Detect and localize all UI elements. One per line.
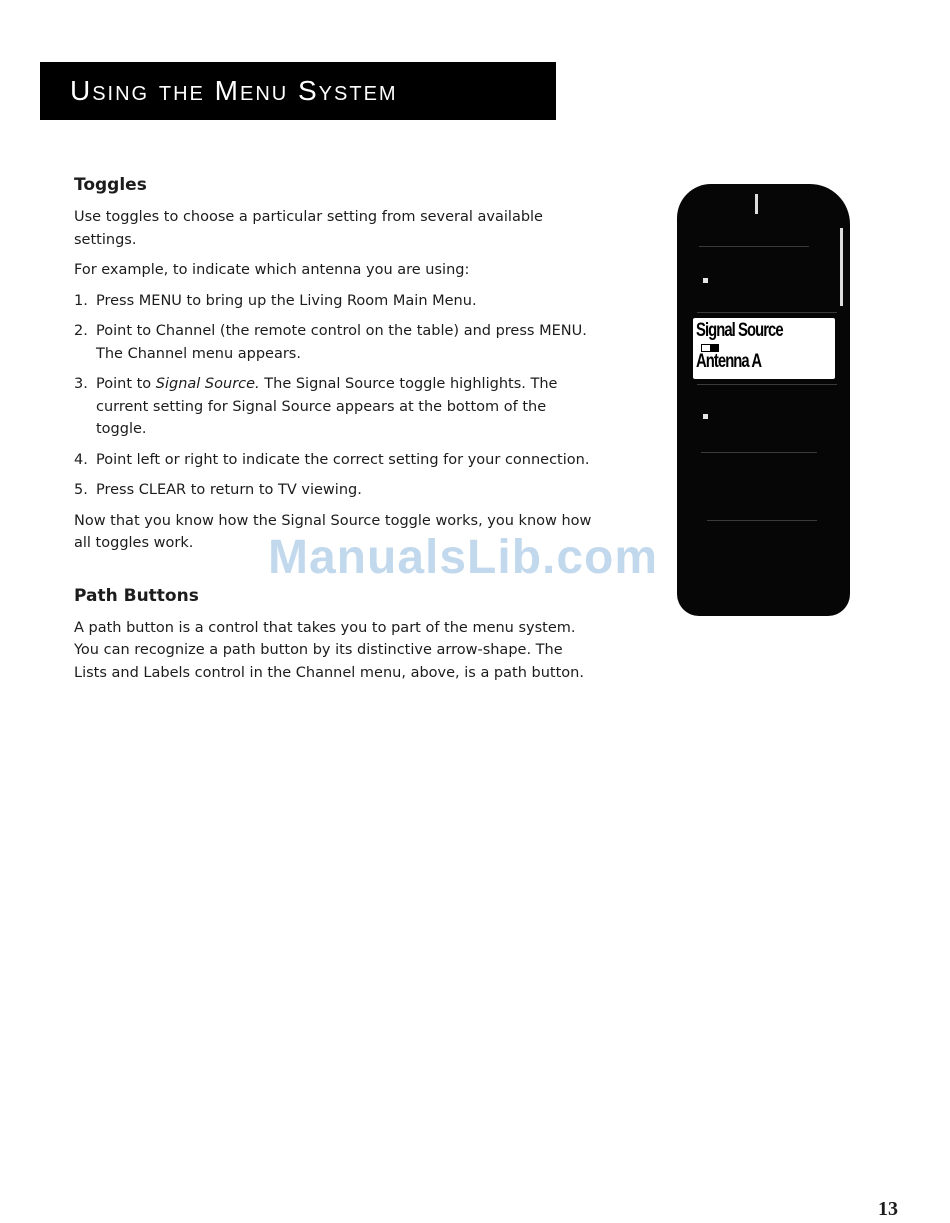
step-number: 2. <box>74 323 88 339</box>
watermark: ManualsLib.com <box>268 531 659 584</box>
toggle-value: Antenna A <box>696 351 762 372</box>
path-buttons-text: A path button is a control that takes you to part of the menu system. You can recognize a path button by its distinctive arrow-shape. The Lists and Labels control in the Channel menu, above, is a path button. <box>74 619 584 681</box>
section-gap <box>74 563 594 583</box>
section-banner <box>40 62 556 120</box>
toggles-example: For example, to indicate which antenna you are using: <box>74 262 470 278</box>
menu-divider <box>699 246 809 247</box>
step-item <box>74 479 594 502</box>
step-text-italic: Signal Source. <box>155 376 260 392</box>
page-number: 13 <box>878 1198 898 1220</box>
path-buttons-heading: Path Buttons <box>74 585 199 606</box>
step-text: Point left or right to indicate the correct setting for your connection. <box>96 451 590 468</box>
main-content <box>74 172 594 692</box>
menu-divider <box>707 520 817 521</box>
menu-bullet-icon <box>703 414 708 419</box>
tv-menu-illustration <box>677 184 850 616</box>
menu-marker <box>755 194 758 214</box>
toggles-heading: Toggles <box>74 175 147 195</box>
step-number: 5. <box>74 482 88 498</box>
step-item <box>74 320 594 365</box>
menu-divider <box>701 452 817 453</box>
step-text-start: Point to <box>96 376 156 392</box>
section-title: Using the Menu System <box>70 75 398 106</box>
step-number: 3. <box>74 376 88 392</box>
menu-divider <box>697 312 837 313</box>
toggles-intro: Use toggles to choose a particular setting from several available settings. <box>74 209 543 248</box>
menu-bullet-icon <box>703 278 708 283</box>
toggle-steps <box>74 290 594 502</box>
toggle-label: Signal Source <box>696 320 783 341</box>
toggles-summary: Now that you know how the Signal Source toggle works, you know how all toggles work. <box>74 512 592 551</box>
menu-divider <box>697 384 837 385</box>
step-item <box>74 373 594 441</box>
step-number: 4. <box>74 451 88 468</box>
step-text <box>96 373 594 441</box>
step-text-end: The Signal Source toggle highlights. The current setting for Signal Source appears at the bottom of the toggle. <box>96 376 558 437</box>
step-item <box>74 449 594 472</box>
step-number: 1. <box>74 292 88 309</box>
step-text: Point to Channel (the remote control on the table) and press MENU. The Channel menu appears. <box>96 323 587 362</box>
signal-source-toggle[interactable] <box>693 318 835 379</box>
step-item <box>74 290 594 313</box>
menu-scrollbar <box>840 228 843 306</box>
step-text: Press MENU to bring up the Living Room Main Menu. <box>96 292 477 309</box>
step-text: Press CLEAR to return to TV viewing. <box>96 482 362 498</box>
